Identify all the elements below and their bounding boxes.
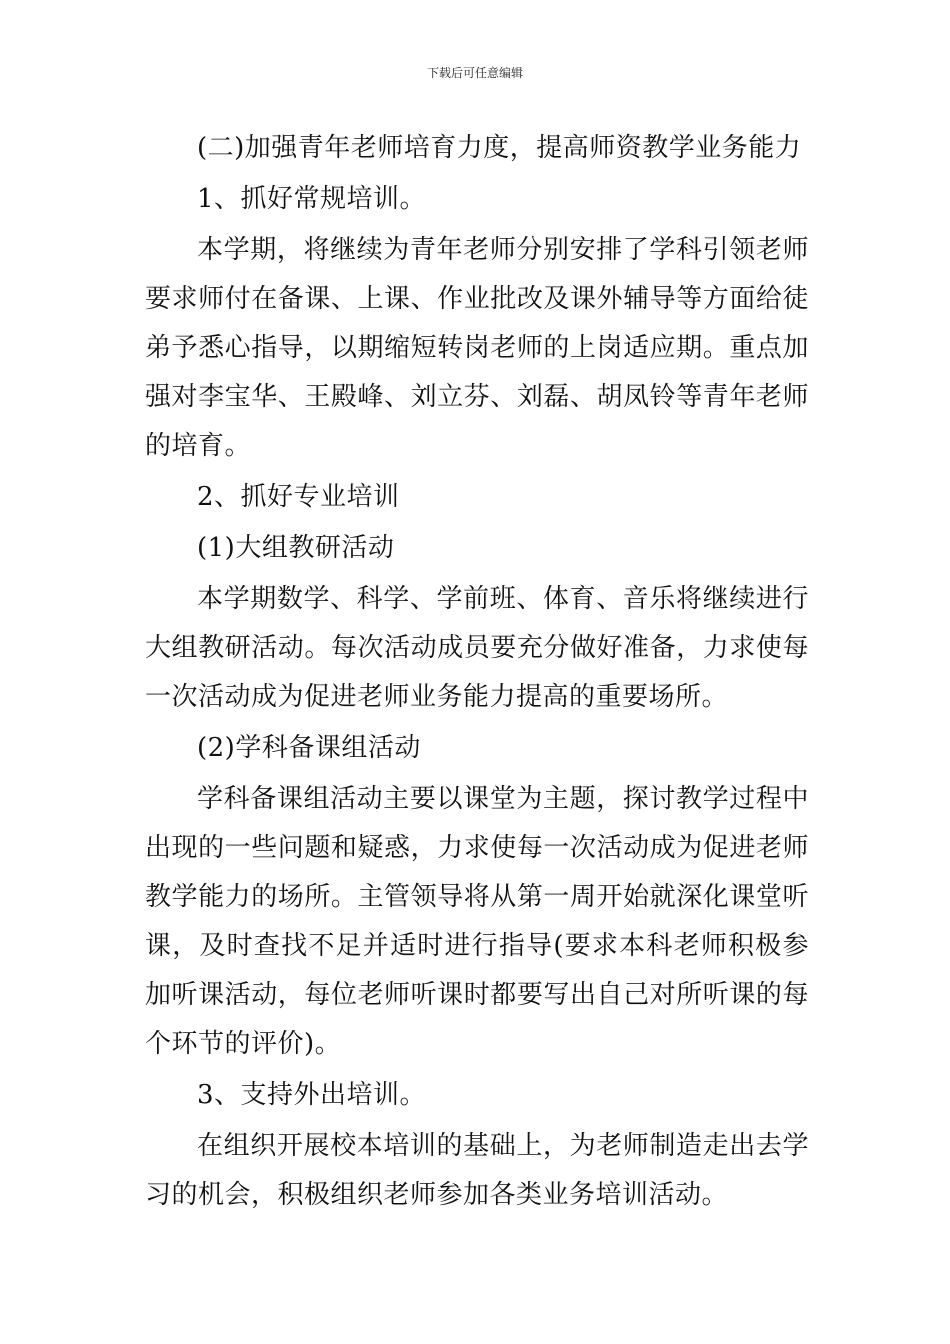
page-header: 下载后可任意编辑 bbox=[426, 66, 523, 80]
paragraph-lesson-prep-group: 学科备课组活动主要以课堂为主题，探讨教学过程中出现的一些问题和疑惑，力求使每一次活动成为促进老师教学能力的场所。主管领导将从第一周开始就深化课堂听课，及时查找不足并适时进行指导(要求本科老师积极参加听课活动，每位老师听课时都要写出自己对所听课的每个环节的评价)。 bbox=[145, 784, 809, 1059]
document-body bbox=[145, 124, 809, 1220]
section-heading: (二)加强青年老师培育力度，提高师资教学业务能力 bbox=[197, 133, 802, 163]
paragraph-external-training: 在组织开展校本培训的基础上，为老师制造走出去学习的机会，积极组织老师参加各类业务培训活动。 bbox=[145, 1131, 809, 1210]
paragraph-regular-training: 本学期，将继续为青年老师分别安排了学科引领老师要求师付在备课、上课、作业批改及课外辅导等方面给徒弟予悉心指导，以期缩短转岗老师的上岗适应期。重点加强对李宝华、王殿峰、刘立芬、刘磊、胡凤铃等青年老师的培育。 bbox=[145, 235, 809, 461]
subheading-external-training: 3、支持外出培训。 bbox=[197, 1080, 427, 1110]
subheading-professional-training: 2、抓好专业培训 bbox=[197, 482, 400, 512]
subheading-lesson-prep-group: (2)学科备课组活动 bbox=[197, 733, 421, 763]
subheading-group-research: (1)大组教研活动 bbox=[197, 533, 395, 563]
subheading-regular-training: 1、抓好常规培训。 bbox=[197, 184, 427, 214]
paragraph-group-research: 本学期数学、科学、学前班、体育、音乐将继续进行大组教研活动。每次活动成员要充分做好准备，力求使每一次活动成为促进老师业务能力提高的重要场所。 bbox=[145, 584, 809, 712]
